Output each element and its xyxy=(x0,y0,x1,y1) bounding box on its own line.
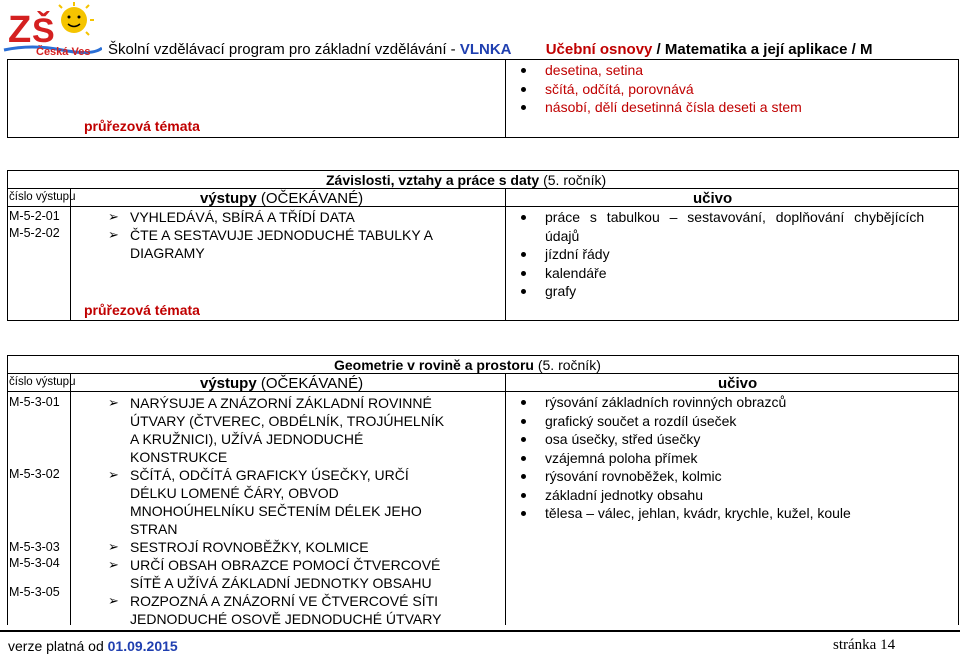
col-ucivo: učivo xyxy=(693,190,733,207)
section2-title: Geometrie v rovině a prostoru (5. ročník) xyxy=(334,357,601,373)
section1-title: Závislosti, vztahy a práce s daty (5. ročník) xyxy=(326,172,607,188)
list-item: rýsování rovnoběžek, kolmic xyxy=(545,467,851,486)
list-item: grafický součet a rozdíl úseček xyxy=(545,412,851,431)
list-item: rýsování základních rovinných obrazců xyxy=(545,393,851,412)
output-code: M-5-2-02 xyxy=(9,226,60,240)
col-vystupy: výstupy (OČEKÁVANÉ) xyxy=(200,375,364,392)
arrow-bullet-icon: ➢ xyxy=(108,395,119,410)
section2-ucivo-list xyxy=(545,393,851,523)
output-code: M-5-3-05 xyxy=(9,585,60,599)
list-item: práce s tabulkou – sestavování, doplňování chybějících xyxy=(545,208,924,227)
prurezova-temata-top: průřezová témata xyxy=(84,118,200,134)
output-code: M-5-3-02 xyxy=(9,467,60,481)
header-osnovy: Učební osnovy xyxy=(545,41,653,58)
list-item: osa úsečky, střed úsečky xyxy=(545,430,851,449)
footer-version: verze platná od 01.09.2015 xyxy=(8,638,178,654)
list-item: údajů xyxy=(545,227,580,244)
section1-ucivo-list xyxy=(545,208,924,301)
list-item: tělesa – válec, jehlan, kvádr, krychle, kužel, koule xyxy=(545,504,851,523)
logo-subtitle: Česká Ves xyxy=(36,46,91,58)
top-ucivo-list xyxy=(545,61,802,117)
arrow-bullet-icon: ➢ xyxy=(108,467,119,482)
output-code: M-5-3-04 xyxy=(9,556,60,570)
svg-text:Z: Z xyxy=(8,9,32,51)
arrow-bullet-icon: ➢ xyxy=(108,557,119,572)
list-item: vzájemná poloha přímek xyxy=(545,449,851,468)
header-subject: / Matematika a její aplikace / M xyxy=(652,41,873,58)
section1-outputs: ➢ VYHLEDÁVÁ, SBÍRÁ A TŘÍDÍ DATA ➢ ČTE A SESTAVUJE JEDNODUCHÉ TABULKY A DIAGRAMY xyxy=(108,209,433,261)
col-cislo-vystupu: číslo výstupu xyxy=(9,376,76,388)
header-program: Školní vzdělávací program pro základní vzdělávání - xyxy=(108,41,460,58)
output-code: M-5-2-01 xyxy=(9,209,60,223)
output-code: M-5-3-03 xyxy=(9,540,60,554)
list-item: násobí, dělí desetinná čísla deseti a stem xyxy=(545,98,802,117)
footer-page-number: stránka 14 xyxy=(833,637,896,653)
col-vystupy: výstupy (OČEKÁVANÉ) xyxy=(200,190,364,207)
arrow-bullet-icon: ➢ xyxy=(108,593,119,608)
prurezova-temata-s1: průřezová témata xyxy=(84,302,200,318)
list-item: desetina, setina xyxy=(545,61,802,80)
arrow-bullet-icon: ➢ xyxy=(108,209,119,224)
output-code: M-5-3-01 xyxy=(9,395,60,409)
header-vlnka: VLNKA xyxy=(459,41,512,58)
school-logo xyxy=(2,0,102,58)
arrow-bullet-icon: ➢ xyxy=(108,539,119,554)
page-header xyxy=(108,41,873,58)
list-item: základní jednotky obsahu xyxy=(545,486,851,505)
list-item: jízdní řády xyxy=(545,245,924,264)
col-ucivo: učivo xyxy=(718,375,758,392)
list-item: kalendáře xyxy=(545,264,924,283)
col-cislo-vystupu: číslo výstupu xyxy=(9,191,76,203)
list-item: grafy xyxy=(545,282,924,301)
section2-outputs: ➢ NARÝSUJE A ZNÁZORNÍ ZÁKLADNÍ ROVINNÉ ÚTVARY (ČTVEREC, OBDÉLNÍK, TROJÚHELNÍK A KRUŽNICI), UŽÍVÁ JEDNODUCHÉ KONSTRUKCE ➢ SČÍTÁ, ODČÍTÁ GRAFICKY ÚSEČKY, URČÍ DÉLKU LOMENÉ ČÁRY, OBVOD MNOHOÚHELNÍKU SEČTENÍM DÉLEK JEHO STRAN ➢ SESTROJÍ ROVNOBĚŽKY, KOLMICE ➢ URČÍ OBSAH OBRAZCE POMOCÍ ČTVERCOVÉ SÍTĚ A UŽÍVÁ ZÁKLADNÍ JEDNOTKY OBSAHU ➢ ROZPOZNÁ A ZNÁZORNÍ VE ČTVERCOVÉ SÍTI JEDNODUCHÉ OSOVĚ JEDNODUCHÉ ÚTVARY xyxy=(108,395,445,627)
list-item: sčítá, odčítá, porovnává xyxy=(545,80,802,99)
svg-text:Š: Š xyxy=(32,12,55,50)
arrow-bullet-icon: ➢ xyxy=(108,227,119,242)
